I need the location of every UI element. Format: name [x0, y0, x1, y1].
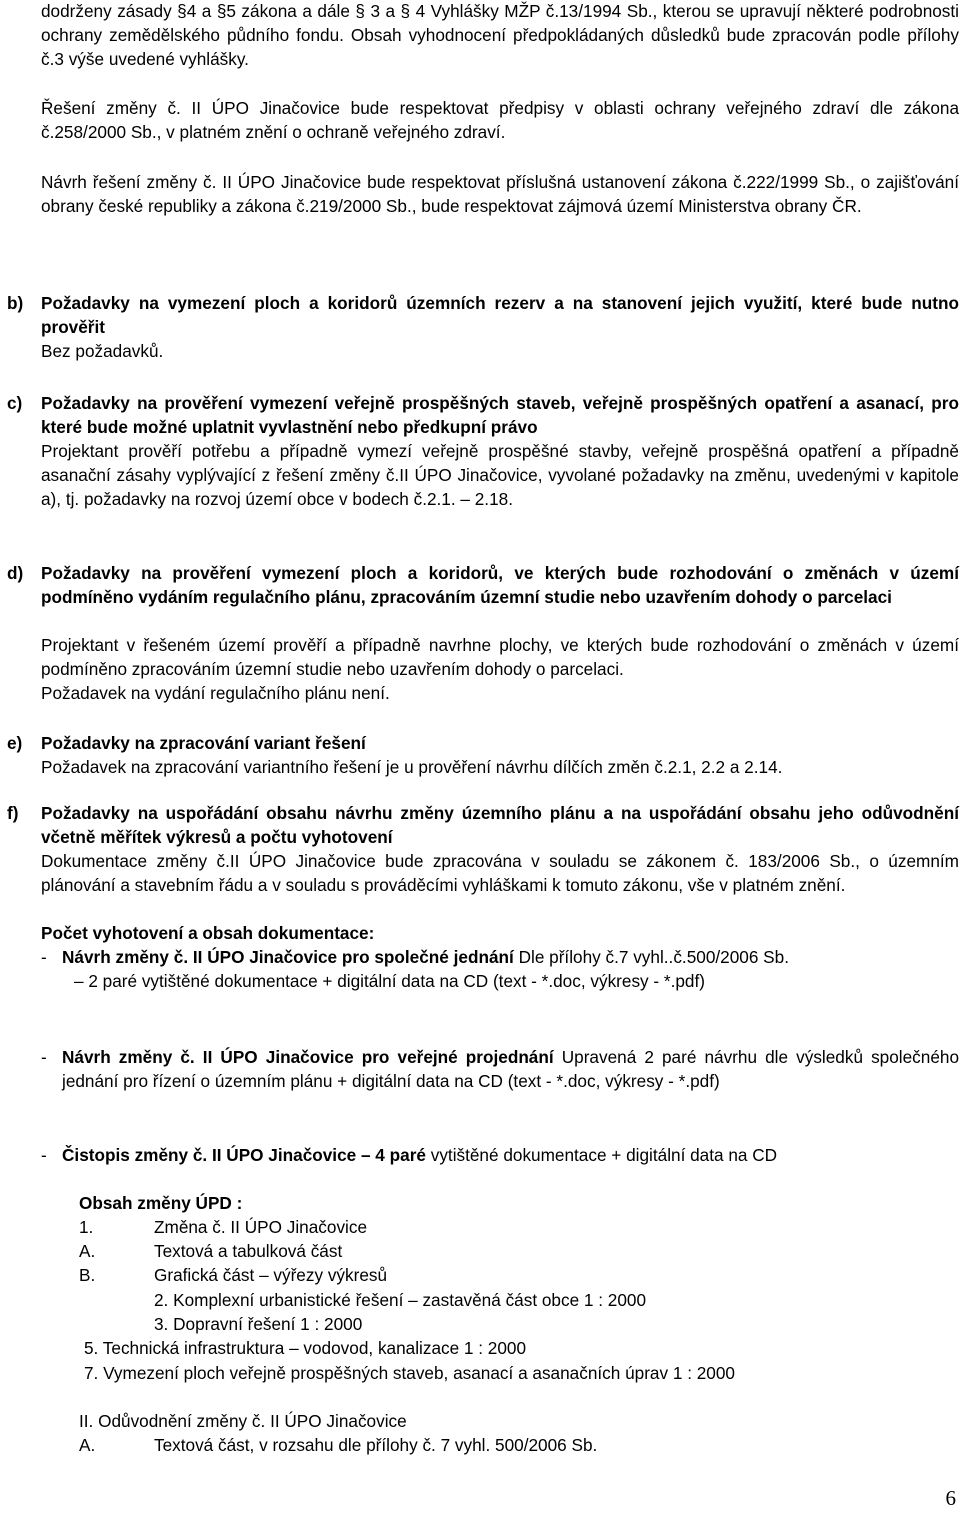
contents-r8: II. Odůvodnění změny č. II ÚPO Jinačovice	[79, 1411, 407, 1431]
contents-r3-num: B.	[79, 1265, 96, 1285]
contents-r5: 3. Dopravní řešení 1 : 2000	[154, 1314, 363, 1334]
section-f-marker: f)	[7, 803, 19, 823]
contents-r4: 2. Komplexní urbanistické řešení – zastavěná část obce 1 : 2000	[154, 1290, 647, 1310]
defense-paragraph: Návrh řešení změny č. II ÚPO Jinačovice bude respektovat příslušná ustanovení zákona č.222/1999 Sb., o zajišťování obrany české republiky a zákona č.219/2000 Sb., bude respektovat zájmová území Ministerstva obrany ČR.	[41, 172, 959, 217]
copies-item3-bold: Čistopis změny č. II ÚPO Jinačovice – 4 paré	[62, 1145, 426, 1165]
intro-paragraph: dodrženy zásady §4 a §5 zákona a dále § 3 a § 4 Vyhlášky MŽP č.13/1994 Sb., kterou se upravují některé podrobnosti ochrany zemědělského půdního fondu. Obsah vyhodnocení předpokládaných důsledků bude zpracován podle přílohy č.3 výše uvedené vyhlášky.	[41, 1, 959, 70]
section-b-marker: b)	[7, 293, 24, 313]
contents-r1-text: Změna č. II ÚPO Jinačovice	[154, 1217, 368, 1237]
section-c-marker: c)	[7, 393, 23, 413]
section-d-marker: d)	[7, 563, 24, 583]
copies-item2	[62, 1045, 959, 1093]
copies-item3-dash: -	[41, 1145, 47, 1165]
section-d-text2: Požadavek na vydání regulačního plánu není.	[41, 683, 390, 703]
section-b-text: Bez požadavků.	[41, 341, 164, 361]
contents-r6: 5. Technická infrastruktura – vodovod, kanalizace 1 : 2000	[84, 1338, 527, 1358]
contents-r9-num: A.	[79, 1435, 96, 1455]
copies-item2-bold: Návrh změny č. II ÚPO Jinačovice pro veřejné projednání	[62, 1047, 554, 1067]
section-f-text: Dokumentace změny č.II ÚPO Jinačovice bude zpracována v souladu se zákonem č. 183/2006 Sb., o územním plánování a stavebním řádu a v souladu s prováděcími vyhláškami k tomuto zákonu, vše v platném znění.	[41, 851, 959, 896]
copies-item1	[62, 945, 789, 969]
copies-item3	[62, 1143, 777, 1167]
copies-item3-rest: vytištěné dokumentace + digitální data na CD	[425, 1145, 778, 1165]
contents-r9-text: Textová část, v rozsahu dle přílohy č. 7 vyhl. 500/2006 Sb.	[154, 1435, 598, 1455]
copies-item1-rest: Dle přílohy č.7 vyhl..č.500/2006 Sb.	[513, 947, 789, 967]
copies-item1-line2: – 2 paré vytištěné dokumentace + digitální data na CD (text - *.doc, výkresy - *.pdf)	[74, 971, 705, 991]
contents-heading: Obsah změny ÚPD :	[79, 1193, 243, 1213]
health-paragraph: Řešení změny č. II ÚPO Jinačovice bude respektovat předpisy v oblasti ochrany veřejného zdraví dle zákona č.258/2000 Sb., v platném znění o ochraně veřejného zdraví.	[41, 98, 959, 143]
contents-r3-text: Grafická část – výřezy výkresů	[154, 1265, 388, 1285]
page-number: 6	[945, 1486, 956, 1510]
section-f-title: Požadavky na uspořádání obsahu návrhu změny územního plánu a na uspořádání obsahu jeho odůvodnění včetně měřítek výkresů a počtu vyhotovení	[41, 803, 959, 848]
section-e-text: Požadavek na zpracování variantního řešení je u prověření návrhu dílčích změn č.2.1, 2.2 a 2.14.	[41, 757, 783, 777]
copies-heading: Počet vyhotovení a obsah dokumentace:	[41, 923, 375, 943]
section-b-title: Požadavky na vymezení ploch a koridorů územních rezerv a na stanovení jejich využití, které bude nutno prověřit	[41, 293, 959, 338]
contents-r1-num: 1.	[79, 1217, 94, 1237]
contents-r2-num: A.	[79, 1241, 96, 1261]
copies-item2-rest: Upravená 2 paré návrhu dle výsledků společného jednání pro řízení o územním plánu + digitální data na CD (text - *.doc, výkresy - *.pdf)	[62, 1047, 960, 1092]
section-d-text: Projektant v řešeném území prověří a případně navrhne plochy, ve kterých bude rozhodování o změnách v území podmíněno zpracováním územní studie nebo uzavřením dohody o parcelaci.	[41, 635, 959, 680]
section-e-title: Požadavky na zpracování variant řešení	[41, 733, 366, 753]
contents-r2-text: Textová a tabulková část	[154, 1241, 343, 1261]
copies-item2-dash: -	[41, 1047, 47, 1067]
copies-item1-bold: Návrh změny č. II ÚPO Jinačovice pro společné jednání	[62, 947, 514, 967]
section-d-title: Požadavky na prověření vymezení ploch a koridorů, ve kterých bude rozhodování o změnách v území podmíněno vydáním regulačního plánu, zpracováním územní studie nebo uzavřením dohody o parcelaci	[41, 563, 959, 608]
section-c-title: Požadavky na prověření vymezení veřejně prospěšných staveb, veřejně prospěšných opatření a asanací, pro které bude možné uplatnit vyvlastnění nebo předkupní právo	[41, 393, 959, 438]
contents-r7: 7. Vymezení ploch veřejně prospěšných staveb, asanací a asanačních úprav 1 : 2000	[84, 1363, 735, 1383]
section-c-text: Projektant prověří potřebu a případně vymezí veřejně prospěšné stavby, veřejně prospěšná opatření a případně asanační zásahy vyplývající z řešení změny č.II ÚPO Jinačovice, vyvolané požadavky na změnu, uvedenými v kapitole a), tj. požadavky na rozvoj území obce v bodech č.2.1. – 2.18.	[41, 441, 959, 510]
section-e-marker: e)	[7, 733, 23, 753]
copies-item1-dash: -	[41, 947, 47, 967]
